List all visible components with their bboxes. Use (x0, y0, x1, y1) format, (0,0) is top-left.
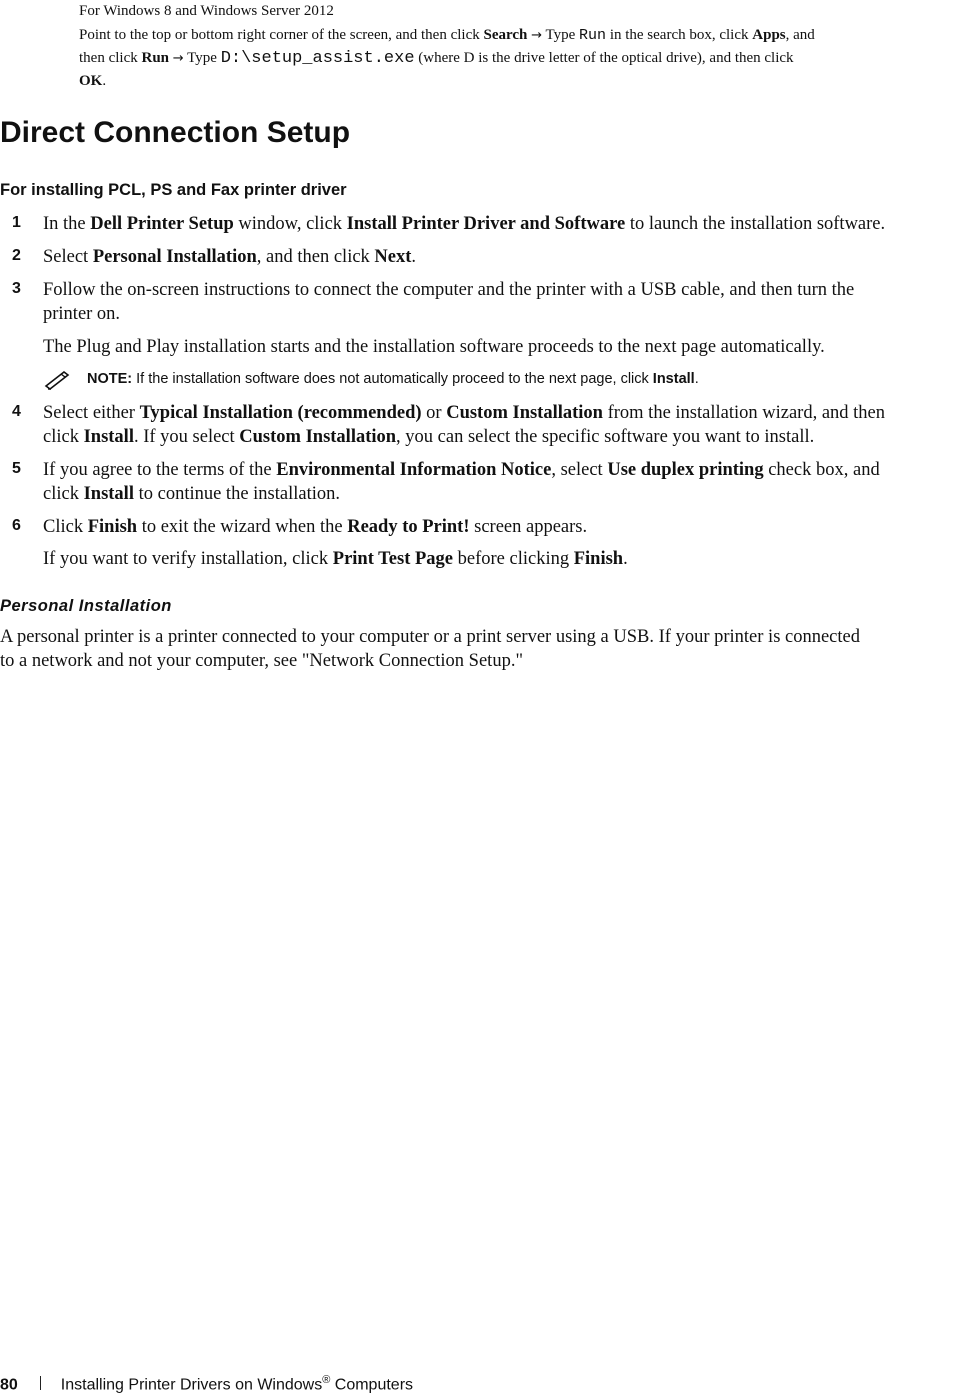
note-pencil-icon (44, 370, 72, 390)
windows-heading: For Windows 8 and Windows Server 2012 (79, 3, 334, 19)
page-footer (0, 1374, 413, 1394)
step-4-number: 4 (12, 403, 21, 420)
step-1-text: In the Dell Printer Setup window, click Install Printer Driver and Software to launch the installation software. (43, 214, 886, 234)
step-6-number: 6 (12, 517, 21, 534)
windows-line-2: then click Run → Type D:\setup_assist.exe (where D is the drive letter of the optical drive), and then click (79, 49, 794, 68)
page-title: Direct Connection Setup (0, 116, 351, 149)
arrow-icon: → (172, 51, 184, 66)
step-4-text: Select either Typical Installation (recommended) or Custom Installation from the installation wizard, and then click Install. If you select Custom Installation, you can select the specific software you want to install. (43, 403, 886, 447)
step-2-text: Select Personal Installation, and then click Next. (43, 247, 417, 267)
step-6-extra: If you want to verify installation, click Print Test Page before clicking Finish. (43, 549, 628, 569)
step-3-text: Follow the on-screen instructions to connect the computer and the printer with a USB cable, and then turn the printer on. (43, 280, 855, 324)
step-2-number: 2 (12, 247, 21, 264)
ok-label: OK (79, 73, 103, 89)
step-6-text: Click Finish to exit the wizard when the Ready to Print! screen appears. (43, 517, 588, 537)
registered-mark: ® (322, 1374, 331, 1386)
windows-instructions (79, 24, 967, 92)
windows-line-3: OK. (79, 73, 107, 89)
step-1-number: 1 (12, 214, 21, 231)
windows-line-1: Point to the top or bottom right corner of the screen, and then click Search → Type Run in the search box, click Apps, and (79, 27, 815, 44)
footer-divider (40, 1376, 41, 1390)
step-5-number: 5 (12, 460, 21, 477)
step-3-number: 3 (12, 280, 21, 297)
search-label: Search (483, 27, 528, 43)
subtitle: For installing PCL, PS and Fax printer driver (0, 181, 347, 199)
footer-title: Installing Printer Drivers on Windows (60, 1376, 323, 1394)
section-paragraph: A personal printer is a printer connected to your computer or a print server using a USB. If your printer is connected to a network and not your computer, see "Network Connection Setup." (0, 627, 860, 671)
arrow-icon: → (531, 28, 543, 43)
run-label: Run (141, 50, 170, 66)
page-number: 80 (0, 1376, 18, 1394)
run-code: Run (579, 27, 607, 44)
section-title: Personal Installation (0, 597, 172, 615)
note-label: NOTE: (87, 371, 133, 387)
setup-command: D:\setup_assist.exe (220, 49, 415, 68)
note-text: NOTE: If the installation software does not automatically proceed to the next page, click Install. (87, 371, 699, 387)
step-3-extra: The Plug and Play installation starts and the installation software proceeds to the next page automatically. (43, 337, 825, 357)
step-5-text: If you agree to the terms of the Environmental Information Notice, select Use duplex printing check box, and click Install to continue the installation. (43, 460, 880, 504)
footer-title-end: Computers (330, 1376, 414, 1394)
apps-label: Apps (752, 27, 786, 43)
